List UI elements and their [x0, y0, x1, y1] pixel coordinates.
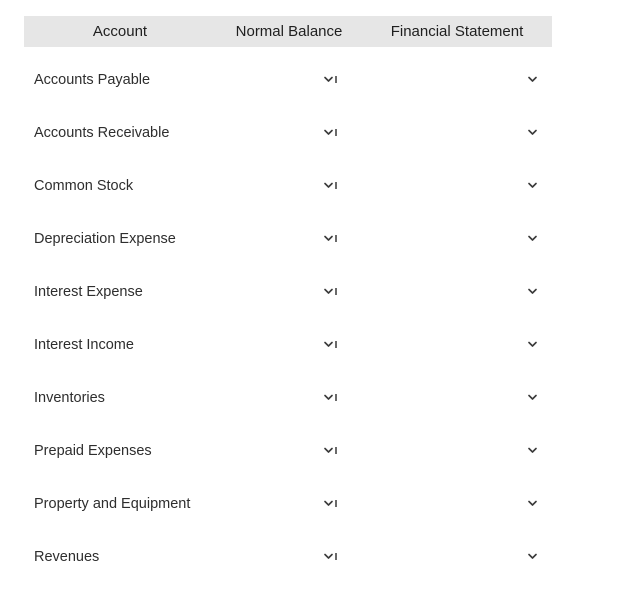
normal-balance-dropdown[interactable]: [320, 284, 340, 300]
table-row: [24, 265, 552, 318]
text-cursor-mark: [335, 394, 337, 401]
chevron-down-icon: [324, 182, 333, 189]
normal-balance-dropdown[interactable]: [320, 390, 340, 406]
financial-statement-dropdown[interactable]: [524, 125, 540, 141]
normal-balance-dropdown[interactable]: [320, 337, 340, 353]
normal-balance-dropdown[interactable]: [320, 178, 340, 194]
text-cursor-mark: [335, 129, 337, 136]
table-row: [24, 371, 552, 424]
account-name: Prepaid Expenses: [34, 442, 152, 459]
header-normal-balance: Normal Balance: [235, 23, 343, 40]
table-row: [24, 106, 552, 159]
chevron-down-icon: [324, 394, 333, 401]
chevron-down-icon: [528, 235, 537, 242]
text-cursor-mark: [335, 76, 337, 83]
chevron-down-icon: [528, 182, 537, 189]
table-body: [24, 53, 552, 583]
financial-statement-dropdown[interactable]: [524, 549, 540, 565]
header-financial-statement: Financial Statement: [390, 23, 524, 40]
normal-balance-dropdown[interactable]: [320, 125, 340, 141]
account-name: Interest Expense: [34, 283, 143, 300]
financial-statement-dropdown[interactable]: [524, 337, 540, 353]
chevron-down-icon: [324, 447, 333, 454]
table-row: [24, 318, 552, 371]
account-classification-table: [24, 16, 552, 583]
account-name: Inventories: [34, 389, 105, 406]
financial-statement-dropdown[interactable]: [524, 390, 540, 406]
chevron-down-icon: [528, 394, 537, 401]
chevron-down-icon: [528, 447, 537, 454]
text-cursor-mark: [335, 235, 337, 242]
financial-statement-dropdown[interactable]: [524, 72, 540, 88]
financial-statement-dropdown[interactable]: [524, 231, 540, 247]
table-row: [24, 530, 552, 583]
account-name: Accounts Payable: [34, 71, 151, 88]
financial-statement-dropdown[interactable]: [524, 443, 540, 459]
account-name: Revenues: [34, 548, 100, 565]
table-header: [24, 16, 552, 47]
account-name: Depreciation Expense: [34, 230, 176, 247]
text-cursor-mark: [335, 288, 337, 295]
table-row: [24, 159, 552, 212]
normal-balance-dropdown[interactable]: [320, 549, 340, 565]
financial-statement-dropdown[interactable]: [524, 496, 540, 512]
chevron-down-icon: [528, 553, 537, 560]
text-cursor-mark: [335, 500, 337, 507]
text-cursor-mark: [335, 553, 337, 560]
text-cursor-mark: [335, 447, 337, 454]
chevron-down-icon: [528, 500, 537, 507]
account-name: Common Stock: [34, 177, 134, 194]
chevron-down-icon: [324, 76, 333, 83]
table-row: [24, 212, 552, 265]
text-cursor-mark: [335, 182, 337, 189]
table-row: [24, 53, 552, 106]
normal-balance-dropdown[interactable]: [320, 443, 340, 459]
normal-balance-dropdown[interactable]: [320, 496, 340, 512]
chevron-down-icon: [324, 288, 333, 295]
normal-balance-dropdown[interactable]: [320, 231, 340, 247]
chevron-down-icon: [528, 288, 537, 295]
header-account: Account: [92, 23, 148, 40]
normal-balance-dropdown[interactable]: [320, 72, 340, 88]
account-name: Property and Equipment: [34, 495, 191, 512]
table-row: [24, 424, 552, 477]
text-cursor-mark: [335, 341, 337, 348]
financial-statement-dropdown[interactable]: [524, 284, 540, 300]
chevron-down-icon: [528, 341, 537, 348]
chevron-down-icon: [324, 500, 333, 507]
chevron-down-icon: [324, 341, 333, 348]
chevron-down-icon: [528, 76, 537, 83]
chevron-down-icon: [324, 129, 333, 136]
chevron-down-icon: [324, 553, 333, 560]
chevron-down-icon: [528, 129, 537, 136]
account-name: Interest Income: [34, 336, 134, 353]
chevron-down-icon: [324, 235, 333, 242]
table-row: [24, 477, 552, 530]
financial-statement-dropdown[interactable]: [524, 178, 540, 194]
account-name: Accounts Receivable: [34, 124, 170, 141]
